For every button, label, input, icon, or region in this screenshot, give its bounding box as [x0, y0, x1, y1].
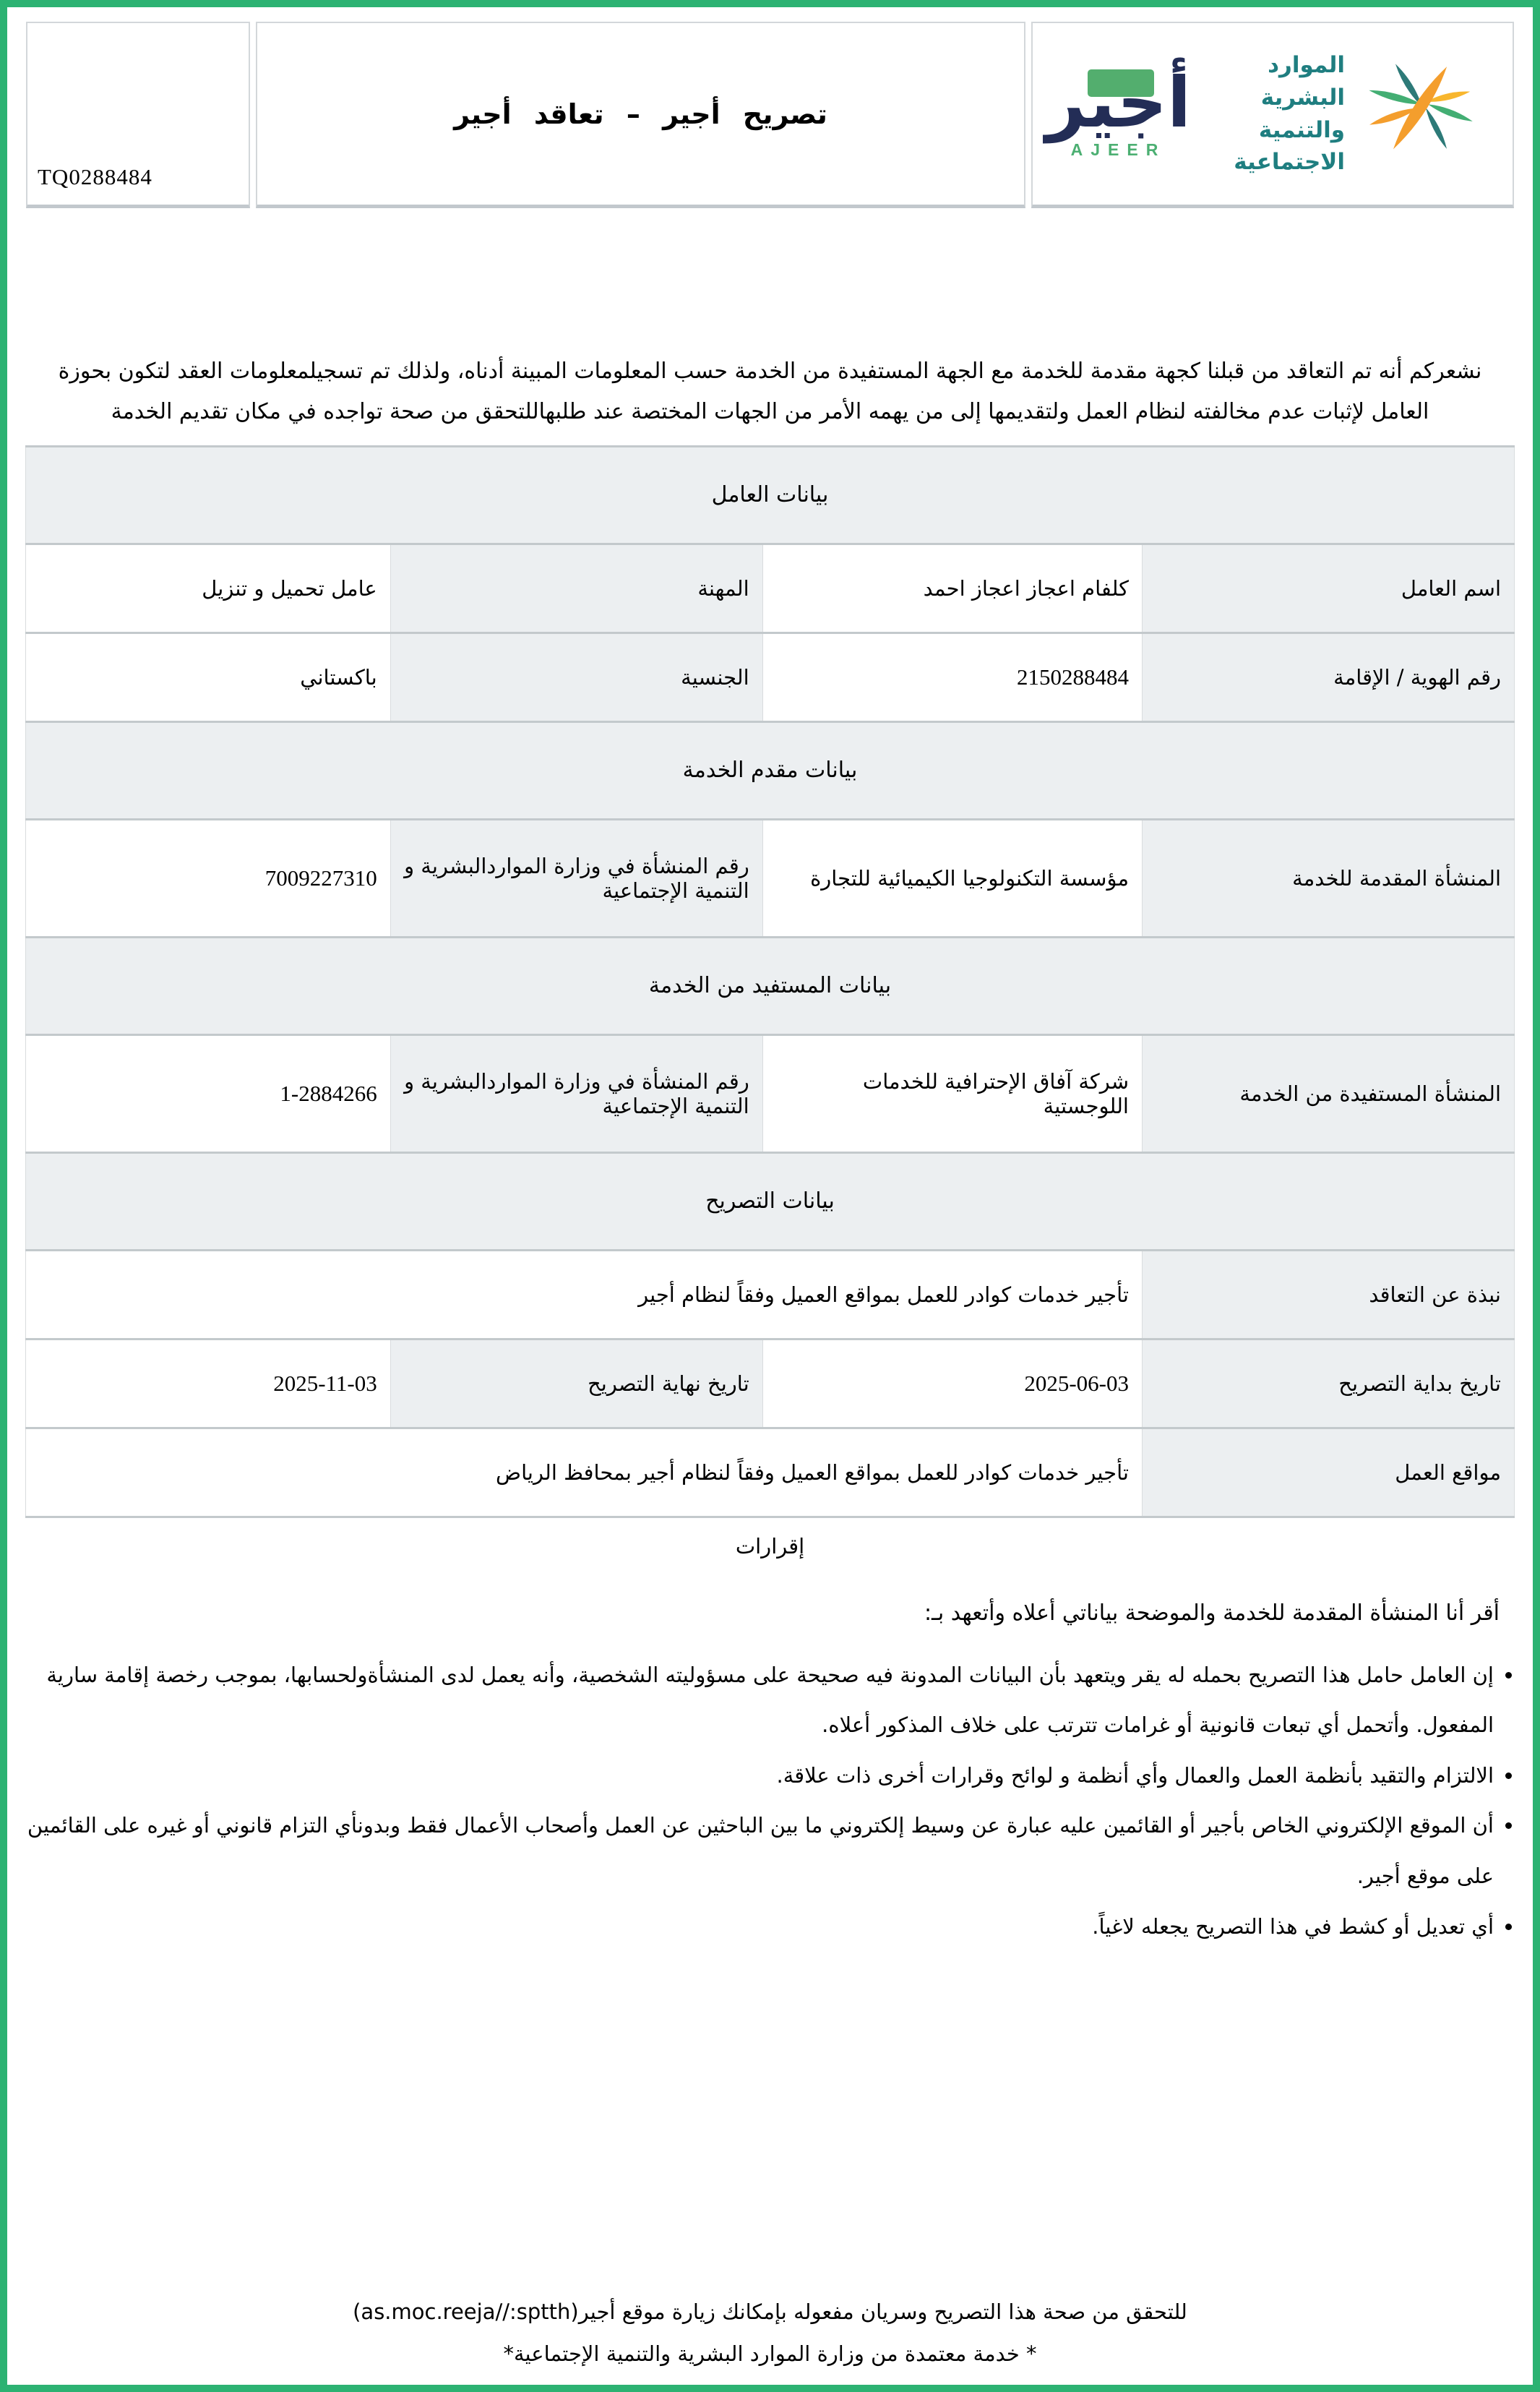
provider-number-value: 7009227310 — [264, 865, 377, 891]
worker-name-label: اسم العامل — [1143, 544, 1515, 633]
declarations-list — [19, 1650, 1521, 1952]
worker-id-row — [26, 633, 1515, 721]
worker-name-row — [26, 544, 1515, 633]
section-header-permit: بيانات التصريح — [26, 1152, 1515, 1250]
document-content — [7, 7, 1533, 1952]
worker-id-value: 2150288484 — [1017, 664, 1129, 690]
declaration-item: • أن الموقع الإلكتروني الخاص بأجير أو القائمين عليه عبارة عن وسيط إلكتروني ما بين الباحثين عن العمل وأصحاب الأعمال فقط وبدونأي التزام قانوني أو غيره على القائمين على موقع أجير. — [19, 1801, 1494, 1901]
declarations-title: إقرارات — [735, 1533, 805, 1559]
section-header-provider: بيانات مقدم الخدمة — [26, 721, 1515, 819]
ministry-logo-text — [1191, 49, 1345, 179]
ministry-logo — [1191, 47, 1500, 181]
declaration-item: • الالتزام والتقيد بأنظمة العمل والعمال وأي أنظمة و لوائح وقرارات أخرى ذات علاقة. — [19, 1751, 1494, 1801]
beneficiary-name-label: المنشأة المستفيدة من الخدمة — [1143, 1034, 1515, 1152]
beneficiary-number-label: رقم المنشأة في وزارة المواردالبشرية و التنمية الإجتماعية — [390, 1034, 762, 1152]
declaration-item: • أي تعديل أو كشط في هذا التصريح يجعله لاغياً. — [19, 1902, 1494, 1952]
ajeer-arabic-text: أجير — [1046, 62, 1191, 143]
ajeer-logo — [1046, 62, 1191, 160]
beneficiary-name-value: شركة آفاق الإحترافية للخدمات اللوجستية — [762, 1034, 1142, 1152]
permit-end-value: 2025-11-03 — [273, 1370, 377, 1396]
ajeer-wordmark — [1046, 62, 1191, 143]
hrsd-palm-emblem-icon — [1345, 47, 1500, 181]
document-header — [26, 22, 1514, 208]
beneficiary-row — [26, 1034, 1515, 1152]
footer-verify-text: للتحقق من صحة هذا التصريح وسريان مفعوله بإمكانك زيارة موقع أجير — [578, 2299, 1187, 2324]
permit-number: TQ0288484 — [38, 164, 152, 189]
footer-verify-url: (as.moc.reeja//:sptth) — [353, 2299, 579, 2324]
permit-summary-value: تأجير خدمات كوادر للعمل بمواقع العميل وفقاً لنظام أجير — [26, 1250, 1143, 1339]
permit-end-label: تاريخ نهاية التصريح — [390, 1339, 762, 1428]
worker-nationality-value: باكستاني — [26, 633, 391, 721]
provider-number-label: رقم المنشأة في وزارة المواردالبشرية و التنمية الإجتماعية — [390, 819, 762, 937]
page-title: تصريح أجير – تعاقد أجير — [454, 98, 827, 130]
worker-profession-value: عامل تحميل و تنزيل — [26, 544, 391, 633]
permit-summary-row — [26, 1250, 1515, 1339]
ministry-logo-line1: الموارد البشرية — [1260, 51, 1345, 111]
ajeer-latin-text: AJEER — [1070, 140, 1166, 159]
worker-section-row — [26, 446, 1515, 544]
permit-locations-value: تأجير خدمات كوادر للعمل بمواقع العميل وفقاً لنظام أجير بمحافظ الرياض — [26, 1428, 1143, 1517]
permit-locations-row — [26, 1428, 1515, 1517]
title-box — [256, 22, 1025, 208]
worker-name-value: كلفام اعجاز اعجاز احمد — [762, 544, 1142, 633]
permit-data-table — [25, 445, 1515, 1518]
beneficiary-section-row — [26, 937, 1515, 1034]
declaration-item: • إن العامل حامل هذا التصريح بحمله له يقر ويتعهد بأن البيانات المدونة فيه صحيحة على مسؤوليته الشخصية، وأنه يعمل لدى المنشأةولحسابها، بموجب رخصة إقامة سارية المفعول. وأتحمل أي تبعات قانونية أو غرامات تترتب على خلاف المذكور أعلاه. — [19, 1650, 1494, 1751]
beneficiary-number-value: 1-2884266 — [280, 1080, 377, 1106]
provider-name-value: مؤسسة التكنولوجيا الكيميائية للتجارة — [762, 819, 1142, 937]
worker-id-label: رقم الهوية / الإقامة — [1143, 633, 1515, 721]
logos-box — [1031, 22, 1514, 208]
section-header-beneficiary: بيانات المستفيد من الخدمة — [26, 937, 1515, 1034]
provider-name-label: المنشأة المقدمة للخدمة — [1143, 819, 1515, 937]
footer-verify-line — [7, 2291, 1533, 2333]
permit-start-label: تاريخ بداية التصريح — [1143, 1339, 1515, 1428]
permit-summary-label: نبذة عن التعاقد — [1143, 1250, 1515, 1339]
provider-section-row — [26, 721, 1515, 819]
intro-paragraph: نشعركم أنه تم التعاقد من قبلنا كجهة مقدمة للخدمة مع الجهة المستفيدة من الخدمة حسب المعلومات المبينة أدناه، ولذلك تم تسجيلمعلومات العقد لتكون بحوزة العامل لإثبات عدم مخالفته لنظام العمل ولتقديمها إلى من يهمه الأمر من الجهات المختصة عند طلبهاللتحقق من صحة تواجده في مكان تقديم الخدمة — [58, 359, 1482, 424]
document-footer — [7, 2291, 1533, 2375]
worker-nationality-label: الجنسية — [390, 633, 762, 721]
declarations-intro: أقر أنا المنشأة المقدمة للخدمة والموضحة بياناتي أعلاه وأتعهد بـ: — [924, 1600, 1500, 1626]
provider-row — [26, 819, 1515, 937]
section-header-worker: بيانات العامل — [26, 446, 1515, 544]
permit-start-value: 2025-06-03 — [1024, 1370, 1129, 1396]
permit-number-box — [26, 22, 250, 208]
ministry-logo-line2: والتنمية الاجتماعية — [1234, 116, 1345, 176]
footer-accredited-line: * خدمة معتمدة من وزارة الموارد البشرية والتنمية الإجتماعية* — [503, 2341, 1037, 2366]
permit-locations-label: مواقع العمل — [1143, 1428, 1515, 1517]
permit-dates-row — [26, 1339, 1515, 1428]
worker-profession-label: المهنة — [390, 544, 762, 633]
permit-section-row — [26, 1152, 1515, 1250]
